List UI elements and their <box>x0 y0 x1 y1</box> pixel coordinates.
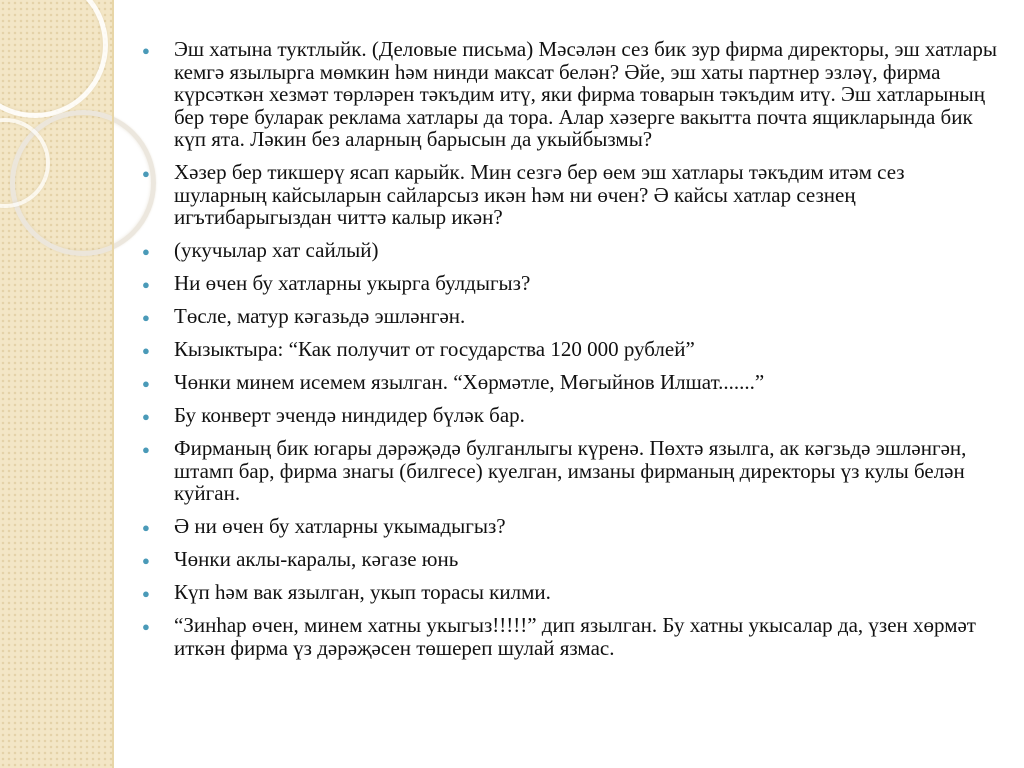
list-item-text: Бу конверт эчендә ниндидер бүләк бар. <box>174 403 525 427</box>
bullet-dot-icon: ● <box>142 376 150 391</box>
list-item <box>140 548 1000 571</box>
list-item <box>140 581 1000 604</box>
list-item-text: (укучылар хат сайлый) <box>174 238 379 262</box>
list-item <box>140 614 1000 659</box>
bullet-dot-icon: ● <box>142 553 150 568</box>
list-item-text: Төсле, матур кәгазьдә эшләнгән. <box>174 304 466 328</box>
list-item-text: Ә ни өчен бу хатларны укымадыгыз? <box>174 514 506 538</box>
list-item <box>140 305 1000 328</box>
list-item <box>140 272 1000 295</box>
bullet-dot-icon: ● <box>142 442 150 457</box>
bullet-dot-icon: ● <box>142 310 150 325</box>
list-item <box>140 404 1000 427</box>
decorative-side-panel <box>0 0 112 768</box>
list-item <box>140 239 1000 262</box>
bullet-dot-icon: ● <box>142 166 150 181</box>
list-item-text: Хәзер бер тикшерү ясап карыйк. Мин сезгә бер өем эш хатлары тәкъдим итәм сез шуларның кайсыларын сайларсыз икән һәм ни өчен? Ә кайсы хатлар сезнең игътибарыгыздан читтә калыр икән? <box>174 160 905 229</box>
decorative-ring-top <box>0 0 108 118</box>
bullet-dot-icon: ● <box>142 277 150 292</box>
list-item <box>140 371 1000 394</box>
list-item-text: Кызыктыра: “Как получит от государства 120 000 рублей” <box>174 337 695 361</box>
list-item-text: Эш хатына туктлыйк. (Деловые письма) Мәсәлән сез бик зур фирма директоры, эш хатлары кемгә язылырга мөмкин һәм нинди максат белән? Әйе, эш хаты партнер эзләү, фирма күрсәткән хезмәт төрләрен тәкъдим итү, яки фирма товарын тәкъдим итү. Эш хатларының бер төре буларак реклама хатлары да тора. Алар хәзерге вакытта почта ящикларында бик күп ята. Ләкин без аларның барысын да укыйбызмы? <box>174 37 997 151</box>
list-item <box>140 437 1000 505</box>
bullet-dot-icon: ● <box>142 619 150 634</box>
bullet-list <box>140 38 1000 659</box>
list-item-text: Ни өчен бу хатларны укырга булдыгыз? <box>174 271 531 295</box>
slide-content <box>140 38 1000 670</box>
bullet-dot-icon: ● <box>142 343 150 358</box>
bullet-dot-icon: ● <box>142 520 150 535</box>
bullet-dot-icon: ● <box>142 43 150 58</box>
panel-divider <box>112 0 114 768</box>
list-item-text: Чөнки аклы-каралы, кәгазе юнь <box>174 547 459 571</box>
bullet-dot-icon: ● <box>142 244 150 259</box>
list-item <box>140 515 1000 538</box>
bullet-dot-icon: ● <box>142 586 150 601</box>
list-item-text: “Зинһар өчен, минем хатны укыгыз!!!!!” дип язылган. Бу хатны укысалар да, үзен хөрмәт иткән фирма үз дәрәҗәсен төшереп шулай язмас. <box>174 613 976 660</box>
list-item <box>140 161 1000 229</box>
list-item <box>140 38 1000 151</box>
list-item-text: Фирманың бик югары дәрәҗәдә булганлыгы күренә. Пөхтә язылга, ак кәгзьдә эшләнгән, штамп бар, фирма знагы (билгесе) куелган, имзаны фирманың директоры үз кулы белән куйган. <box>174 436 967 505</box>
list-item <box>140 338 1000 361</box>
list-item-text: Күп һәм вак язылган, укып торасы килми. <box>174 580 551 604</box>
list-item-text: Чөнки минем исемем язылган. “Хөрмәтле, Мөгыйнов Илшат.......” <box>174 370 765 394</box>
bullet-dot-icon: ● <box>142 409 150 424</box>
